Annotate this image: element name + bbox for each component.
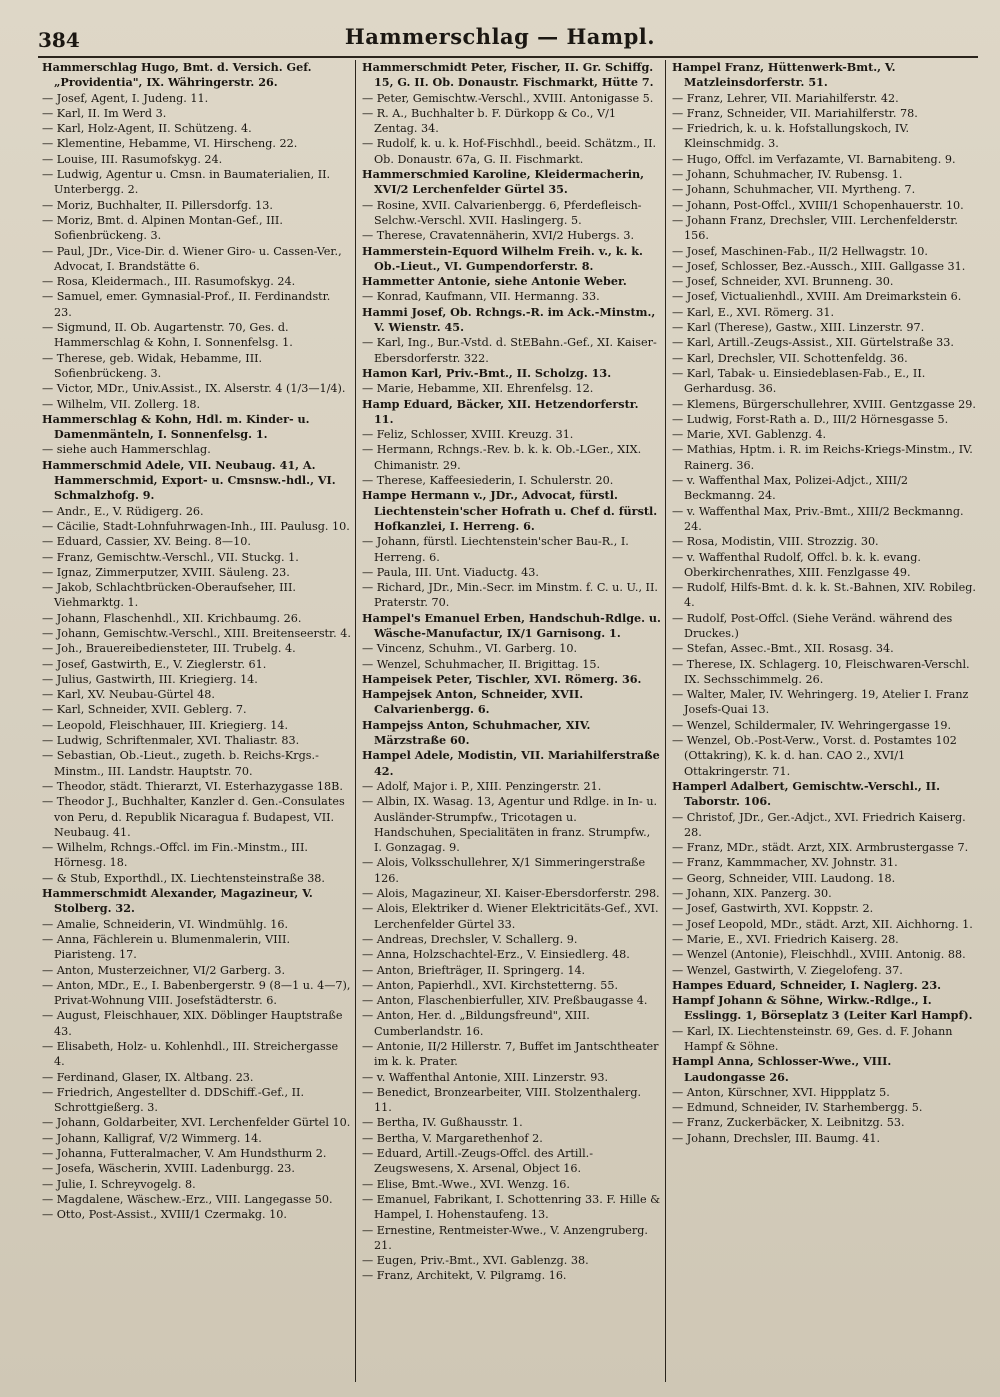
directory-entry: — August, Fleischhauer, XIX. Döblinger Hauptstraße 43.: [42, 1009, 343, 1038]
directory-entry: — R. A., Buchhalter b. F. Dürkopp & Co., V/1 Zentag. 34.: [362, 106, 616, 136]
directory-entry: — Karl, Ing., Bur.-Vstd. d. StEBahn.-Gef., XI. Kaiser-Ebersdorferstr. 322.: [362, 336, 657, 365]
directory-entry: — Anna, Holzschachtel-Erz., V. Einsiedlerg. 48.: [362, 948, 630, 962]
directory-entry: — Walter, Maler, IV. Wehringerg. 19, Atelier I. Franz Josefs-Quai 13.: [672, 688, 969, 717]
directory-entry: — Karl (Therese), Gastw., XIII. Linzerstr. 97.: [672, 321, 925, 335]
directory-entry: — Wenzel (Antonie), Fleischhdl., XVIII. Antonig. 88.: [672, 948, 966, 962]
directory-entry: — Anton, Briefträger, II. Springerg. 14.: [362, 963, 586, 977]
directory-entry: — Wenzel, Gastwirth, V. Ziegelofeng. 37.: [672, 963, 903, 977]
page-header: [0, 22, 1000, 56]
directory-entry-heading: Hammerschmid Adele, VII. Neubaug. 41, A. Hammerschmid, Export- u. Cmsnsw.-hdl., VI. Schmalzhofg. 9.: [42, 457, 336, 503]
directory-entry-heading: Hampejsek Anton, Schneider, XVII. Calvarienbergg. 6.: [362, 687, 584, 717]
directory-entry: — Moriz, Buchhalter, II. Pillersdorfg. 13.: [42, 198, 273, 212]
directory-entry: — Georg, Schneider, VIII. Laudong. 18.: [672, 871, 896, 885]
directory-entry: — Franz, Schneider, VII. Mariahilferstr. 78.: [672, 106, 918, 120]
directory-entry-heading: Hamon Karl, Priv.-Bmt., II. Scholzg. 13.: [362, 365, 612, 380]
directory-entry-heading: Hampel's Emanuel Erben, Handschuh-Rdlge. u. Wäsche-Manufactur, IX/1 Garnisong. 1.: [362, 610, 661, 640]
directory-entry: — Alois, Elektriker d. Wiener Elektricitäts-Gef., XVI. Lerchenfelder Gürtel 33.: [362, 902, 659, 931]
directory-entry: — Karl, Tabak- u. Einsiedeblasen-Fab., E., II. Gerhardusg. 36.: [672, 366, 926, 396]
directory-entry: — Feliz, Schlosser, XVIII. Kreuzg. 31.: [362, 428, 574, 442]
directory-entry-heading: Hampel Franz, Hüttenwerk-Bmt., V. Matzleinsdorferstr. 51.: [672, 60, 896, 90]
directory-entry: — Ernestine, Rentmeister-Wwe., V. Anzengruberg. 21.: [362, 1223, 648, 1252]
directory-entry: — Ludwig, Forst-Rath a. D., III/2 Hörnesgasse 5.: [672, 412, 949, 426]
directory-entry: — Josef, Maschinen-Fab., II/2 Hellwagstr. 10.: [672, 244, 928, 258]
directory-entry: — Paula, III. Unt. Viaductg. 43.: [362, 565, 539, 579]
header-rule: [38, 56, 978, 58]
directory-entry-heading: Hammerstein-Equord Wilhelm Freih. v., k. k. Ob.-Lieut., VI. Gumpendorferstr. 8.: [362, 243, 643, 273]
directory-entry: — Therese, Kaffeesiederin, I. Schulerstr. 20.: [362, 474, 614, 488]
directory-entry: — Josefa, Wäscherin, XVIII. Ladenburgg. 23.: [42, 1162, 295, 1176]
directory-entry: — Andreas, Drechsler, V. Schallerg. 9.: [362, 932, 578, 946]
directory-entry: — Stefan, Assec.-Bmt., XII. Rosasg. 34.: [672, 642, 894, 656]
directory-entry: — Johann, Schuhmacher, IV. Rubensg. 1.: [672, 168, 903, 182]
directory-entry-heading: Hammerschlag & Kohn, Hdl. m. Kinder- u. Damenmänteln, I. Sonnenfelsg. 1.: [42, 411, 310, 442]
directory-entry: — Amalie, Schneiderin, VI. Windmühlg. 16.: [42, 917, 289, 931]
directory-entry: — Moriz, Bmt. d. Alpinen Montan-Gef., III. Sofienbrückeng. 3.: [42, 213, 283, 243]
directory-entry: — Bertha, V. Margarethenhof 2.: [362, 1131, 543, 1145]
directory-entry: — Karl, Artill.-Zeugs-Assist., XII. Gürtelstraße 33.: [672, 336, 954, 350]
directory-entry: — Wenzel, Ob.-Post-Verw., Vorst. d. Postamtes 102 (Ottakring), K. k. d. han. CAO 2., XVI/1 Ottakringerstr. 71.: [672, 734, 957, 778]
directory-entry: — Karl, II. Im Werd 3.: [42, 106, 167, 120]
directory-entry: — siehe auch Hammerschlag.: [42, 443, 211, 457]
directory-entry: — Johann, Flaschenhdl., XII. Krichbaumg. 26.: [42, 611, 302, 625]
directory-entry: — v. Waffenthal Max, Priv.-Bmt., XIII/2 Beckmanng. 24.: [672, 504, 964, 533]
directory-entry: — Otto, Post-Assist., XVIII/1 Czermakg. 10.: [42, 1208, 287, 1222]
directory-entry: — Cäcilie, Stadt-Lohnfuhrwagen-Inh., III. Paulusg. 10.: [42, 519, 350, 533]
directory-entry: — Wenzel, Schuhmacher, II. Brigittag. 15.: [362, 657, 601, 671]
directory-entry: — Anton, Her. d. „Bildungsfreund", XIII. Cumberlandstr. 16.: [362, 1009, 590, 1038]
directory-entry-heading: Hampel Adele, Modistin, VII. Mariahilferstraße 42.: [362, 748, 660, 778]
directory-entry: — Johann, Drechsler, III. Baumg. 41.: [672, 1131, 881, 1145]
directory-entry: — Josef, Victualienhdl., XVIII. Am Dreimarkstein 6.: [672, 290, 962, 304]
directory-entry: — Elise, Bmt.-Wwe., XVI. Wenzg. 16.: [362, 1177, 570, 1191]
directory-entry-heading: Hampf Johann & Söhne, Wirkw.-Rdlge., I. Esslingg. 1, Börseplatz 3 (Leiter Karl Hampf).: [672, 993, 973, 1023]
directory-entry: — Konrad, Kaufmann, VII. Hermanng. 33.: [362, 290, 600, 304]
directory-entry: — Josef, Schneider, XVI. Brunneng. 30.: [672, 275, 894, 289]
directory-entry: — Wilhelm, Rchngs.-Offcl. im Fin.-Minstm., III. Hörnesg. 18.: [42, 841, 308, 870]
directory-entry: — Sigmund, II. Ob. Augartenstr. 70, Ges. d. Hammerschlag & Kohn, I. Sonnenfelsg. 1.: [42, 321, 293, 350]
directory-entry: — Alois, Magazineur, XI. Kaiser-Ebersdorferstr. 298.: [362, 887, 660, 901]
directory-entry: — v. Waffenthal Rudolf, Offcl. b. k. k. evang. Oberkirchenrathes, XIII. Fenzlgasse 49.: [672, 550, 921, 579]
directory-entry: — Leopold, Fleischhauer, III. Kriegierg. 14.: [42, 718, 289, 732]
directory-entry: — v. Waffenthal Max, Polizei-Adjct., XIII/2 Beckmanng. 24.: [672, 474, 908, 503]
directory-entry: — Christof, JDr., Ger.-Adjct., XVI. Friedrich Kaiserg. 28.: [672, 810, 966, 839]
directory-entry: — Ferdinand, Glaser, IX. Altbang. 23.: [42, 1070, 254, 1084]
directory-entry: — Ludwig, Schriftenmaler, XVI. Thaliastr. 83.: [42, 734, 300, 748]
directory-entry: — Victor, MDr., Univ.Assist., IX. Alserstr. 4 (1/3—1/4).: [42, 382, 346, 396]
directory-entry: — Johann, Gemischtw.-Verschl., XIII. Breitenseerstr. 4.: [42, 626, 351, 640]
directory-entry: — Magdalene, Wäschew.-Erz., VIII. Langegasse 50.: [42, 1192, 333, 1206]
column-3: [666, 60, 980, 1382]
directory-entry: — Antonie, II/2 Hillerstr. 7, Buffet im Jantschtheater im k. k. Prater.: [362, 1040, 659, 1069]
directory-entry: — Friedrich, Angestellter d. DDSchiff.-Gef., II. Schrottgießerg. 3.: [42, 1085, 304, 1115]
directory-entry: — Wilhelm, VII. Zollerg. 18.: [42, 397, 201, 411]
directory-entry: — Eduard, Cassier, XV. Being. 8—10.: [42, 535, 251, 549]
directory-entry: — & Stub, Exporthdl., IX. Liechtensteinstraße 38.: [42, 871, 325, 885]
directory-entry: — Anton, Flaschenbierfuller, XIV. Preßbaugasse 4.: [362, 994, 648, 1008]
directory-entry: — Vincenz, Schuhm., VI. Garberg. 10.: [362, 642, 578, 656]
directory-entry: — Johann, Goldarbeiter, XVI. Lerchenfelder Gürtel 10.: [42, 1116, 351, 1130]
directory-entry-heading: Hammerschmidt Alexander, Magazineur, V. Stolberg. 32.: [42, 886, 313, 916]
page-number: 384: [38, 28, 80, 52]
directory-entry: — Marie, E., XVI. Friedrich Kaiserg. 28.: [672, 932, 899, 946]
directory-entry-heading: Hampejss Anton, Schuhmacher, XIV. Märzstraße 60.: [362, 717, 591, 748]
directory-entry-heading: Hamperl Adalbert, Gemischtw.-Verschl., II. Taborstr. 106.: [672, 778, 941, 809]
directory-entry-heading: Hammetter Antonie, siehe Antonie Weber.: [362, 274, 627, 289]
directory-entry: — Rosa, Kleidermach., III. Rasumofskyg. 24.: [42, 275, 296, 289]
directory-entry: — Josef, Gastwirth, XVI. Koppstr. 2.: [672, 902, 874, 916]
directory-entry: — Karl, Holz-Agent, II. Schützeng. 4.: [42, 122, 252, 136]
directory-entry: — Richard, JDr., Min.-Secr. im Minstm. f. C. u. U., II. Praterstr. 70.: [362, 581, 658, 610]
directory-entry-heading: Hampe Hermann v., JDr., Advocat, fürstl. Liechtenstein'scher Hofrath u. Chef d. fürstl. Hofkanzlei, I. Herreng. 6.: [362, 488, 658, 533]
directory-entry: — Anton, MDr., E., I. Babenbergerstr. 9 (8—1 u. 4—7), Privat-Wohnung VIII. Josefstädterstr. 6.: [42, 978, 351, 1008]
directory-entry: — Klementine, Hebamme, VI. Hirscheng. 22.: [42, 137, 298, 151]
directory-entry: — Rosa, Modistin, VIII. Strozzig. 30.: [672, 535, 879, 549]
column-1: [38, 60, 356, 1382]
directory-entry: — Franz, Kammmacher, XV. Johnstr. 31.: [672, 856, 898, 870]
directory-entry: — Hermann, Rchngs.-Rev. b. k. k. Ob.-LGer., XIX. Chimanistr. 29.: [362, 443, 642, 472]
directory-entry: — Albin, IX. Wasag. 13, Agentur und Rdlge. in In- u. Ausländer-Strumpfw., Tricotagen u. Handschuhen, Specialitäten in franz. Strumpfw., I. Gonzagag. 9.: [362, 795, 658, 855]
directory-entry: — Mathias, Hptm. i. R. im Reichs-Kriegs-Minstm., IV. Rainerg. 36.: [672, 443, 973, 472]
directory-entry: — Karl, Schneider, XVII. Geblerg. 7.: [42, 703, 247, 717]
directory-entry: — Johann, Kalligraf, V/2 Wimmerg. 14.: [42, 1131, 262, 1145]
directory-entry: — Josef, Schlosser, Bez.-Aussch., XIII. Gallgasse 31.: [672, 259, 966, 273]
directory-entry: — Franz, Lehrer, VII. Mariahilferstr. 42.: [672, 91, 899, 105]
directory-entry: — Rudolf, Post-Offcl. (Siehe Veränd. während des Druckes.): [672, 611, 953, 640]
directory-entry: — Eugen, Priv.-Bmt., XVI. Gablenzg. 38.: [362, 1254, 589, 1268]
directory-entry: — Andr., E., V. Rüdigerg. 26.: [42, 504, 204, 518]
directory-entry: — Joh., Brauereibediensteter, III. Trubelg. 4.: [42, 642, 296, 656]
directory-entry-heading: Hammi Josef, Ob. Rchngs.-R. im Ack.-Minstm., V. Wienstr. 45.: [362, 304, 656, 335]
directory-entry: — Ignaz, Zimmerputzer, XVIII. Säuleng. 23.: [42, 565, 290, 579]
directory-entry: — Karl, Drechsler, VII. Schottenfeldg. 36.: [672, 351, 908, 365]
directory-entry: — Josef, Gastwirth, E., V. Zieglerstr. 61.: [42, 657, 267, 671]
directory-entry: — Josef, Agent, I. Judeng. 11.: [42, 91, 209, 105]
directory-entry: — Rosine, XVII. Calvarienbergg. 6, Pferdefleisch-Selchw.-Verschl. XVII. Haslingerg. 5.: [362, 198, 642, 227]
directory-entry: — Johanna, Futteralmacher, V. Am Hundsthurm 2.: [42, 1147, 327, 1161]
directory-entry: — Anton, Papierhdl., XVI. Kirchstetterng. 55.: [362, 978, 619, 992]
directory-entry: — Theodor, städt. Thierarzt, VI. Esterhazygasse 18B.: [42, 779, 343, 793]
directory-entry: — Franz, Gemischtw.-Verschl., VII. Stuckg. 1.: [42, 550, 299, 564]
running-head: Hammerschlag — Hampl.: [344, 24, 656, 49]
directory-entry: — Franz, MDr., städt. Arzt, XIX. Armbrustergasse 7.: [672, 841, 969, 855]
directory-entry: — Sebastian, Ob.-Lieut., zugeth. b. Reichs-Krgs.-Minstm., III. Landstr. Hauptstr. 70.: [42, 749, 319, 778]
directory-entry-heading: Hammerschlag Hugo, Bmt. d. Versich. Gef. „Providentia", IX. Währingerstr. 26.: [42, 60, 312, 90]
directory-entry: — Jakob, Schlachtbrücken-Oberaufseher, III. Viehmarktg. 1.: [42, 581, 296, 610]
directory-entry: — Edmund, Schneider, IV. Starhembergg. 5.: [672, 1101, 923, 1115]
directory-entry: — Karl, IX. Liechtensteinstr. 69, Ges. d. F. Johann Hampf & Söhne.: [672, 1024, 953, 1053]
directory-entry: — Franz, Zuckerbäcker, X. Leibnitzg. 53.: [672, 1116, 905, 1130]
directory-entry: — Rudolf, k. u. k. Hof-Fischhdl., beeid. Schätzm., II. Ob. Donaustr. 67a, G. II. Fischmarkt.: [362, 137, 657, 166]
column-2: [356, 60, 666, 1382]
directory-entry: — Eduard, Artill.-Zeugs-Offcl. des Artill.-Zeugswesens, X. Arsenal, Object 16.: [362, 1147, 593, 1176]
directory-entry-heading: Hamp Eduard, Bäcker, XII. Hetzendorferstr. 11.: [362, 396, 639, 426]
directory-entry: — Theodor J., Buchhalter, Kanzler d. Gen.-Consulates von Peru, d. Republik Nicaragua f. Budapest, VII. Neubaug. 41.: [42, 795, 345, 839]
directory-entry: — Johann, Schuhmacher, VII. Myrtheng. 7.: [672, 183, 916, 197]
directory-entry: — Johann Franz, Drechsler, VIII. Lerchenfelderstr. 156.: [672, 213, 958, 243]
directory-entry-heading: Hampes Eduard, Schneider, I. Naglerg. 23.: [672, 977, 942, 992]
directory-entry: — Benedict, Bronzearbeiter, VIII. Stolzenthalerg. 11.: [362, 1085, 642, 1115]
directory-entry: — Friedrich, k. u. k. Hofstallungskoch, IV. Kleinschmidg. 3.: [672, 122, 910, 151]
directory-entry: — Julie, I. Schreyvogelg. 8.: [42, 1177, 196, 1191]
directory-entry: — Emanuel, Fabrikant, I. Schottenring 33. F. Hille & Hampel, I. Hohenstaufeng. 13.: [362, 1192, 661, 1222]
directory-entry: — Ludwig, Agentur u. Cmsn. in Baumaterialien, II. Unterbergg. 2.: [42, 168, 331, 197]
directory-entry: — Samuel, emer. Gymnasial-Prof., II. Ferdinandstr. 23.: [42, 290, 331, 319]
directory-entry: — Adolf, Major i. P., XIII. Penzingerstr. 21.: [362, 779, 602, 793]
directory-entry: — Therese, IX. Schlagerg. 10, Fleischwaren-Verschl. IX. Sechsschimmelg. 26.: [672, 657, 970, 686]
directory-entry: — Rudolf, Hilfs-Bmt. d. k. k. St.-Bahnen, XIV. Robileg. 4.: [672, 581, 976, 610]
directory-entry: — Louise, III. Rasumofskyg. 24.: [42, 152, 223, 166]
directory-entry-heading: Hammerschmied Karoline, Kleidermacherin, XVI/2 Lerchenfelder Gürtel 35.: [362, 167, 645, 197]
directory-entry: — Alois, Volksschullehrer, X/1 Simmeringerstraße 126.: [362, 856, 646, 885]
directory-entry: — Johann, fürstl. Liechtenstein'scher Bau-R., I. Herreng. 6.: [362, 535, 629, 564]
directory-entry-heading: Hampl Anna, Schlosser-Wwe., VIII. Laudongasse 26.: [672, 1054, 892, 1084]
directory-entry: — Therese, Cravatennäherin, XVI/2 Hubergs. 3.: [362, 229, 634, 243]
directory-entry: — Wenzel, Schildermaler, IV. Wehringergasse 19.: [672, 718, 952, 732]
directory-entry: — Johann, XIX. Panzerg. 30.: [672, 887, 832, 901]
directory-entry: — Hugo, Offcl. im Verfazamte, VI. Barnabiteng. 9.: [672, 152, 956, 166]
directory-entry: — Anna, Fächlerein u. Blumenmalerin, VIII. Piaristeng. 17.: [42, 932, 291, 962]
directory-entry: — Karl, XV. Neubau-Gürtel 48.: [42, 688, 215, 702]
directory-entry: — Peter, Gemischtw.-Verschl., XVIII. Antonigasse 5.: [362, 91, 654, 105]
directory-entry: — Therese, geb. Widak, Hebamme, III. Sofienbrückeng. 3.: [42, 351, 263, 380]
directory-entry: — Anton, Kürschner, XVI. Hippplatz 5.: [672, 1085, 890, 1099]
directory-entry: — Franz, Architekt, V. Pilgramg. 16.: [362, 1269, 567, 1283]
directory-entry: — Karl, E., XVI. Römerg. 31.: [672, 305, 835, 319]
directory-entry: — Johann, Post-Offcl., XVIII/1 Schopenhauerstr. 10.: [672, 198, 964, 212]
directory-entry: — v. Waffenthal Antonie, XIII. Linzerstr. 93.: [362, 1070, 609, 1084]
columns: [38, 60, 980, 1382]
directory-entry: — Elisabeth, Holz- u. Kohlenhdl., III. Streichergasse 4.: [42, 1040, 339, 1069]
directory-entry: — Marie, XVI. Gablenzg. 4.: [672, 428, 827, 442]
directory-entry-heading: Hammerschmidt Peter, Fischer, II. Gr. Schiffg. 15, G. II. Ob. Donaustr. Fischmarkt, Hütte 7.: [362, 60, 654, 90]
directory-entry: — Paul, JDr., Vice-Dir. d. Wiener Giro- u. Cassen-Ver., Advocat, I. Brandstätte 6.: [42, 244, 342, 273]
directory-entry-heading: Hampeisek Peter, Tischler, XVI. Römerg. 36.: [362, 671, 642, 686]
directory-entry: — Bertha, IV. Gußhausstr. 1.: [362, 1116, 523, 1130]
directory-entry: — Julius, Gastwirth, III. Kriegierg. 14.: [42, 672, 258, 686]
directory-entry: — Anton, Musterzeichner, VI/2 Garberg. 3.: [42, 963, 286, 977]
directory-entry: — Marie, Hebamme, XII. Ehrenfelsg. 12.: [362, 382, 594, 396]
directory-entry: — Josef Leopold, MDr., städt. Arzt, XII. Aichhorng. 1.: [672, 917, 973, 931]
directory-entry: — Klemens, Bürgerschullehrer, XVIII. Gentzgasse 29.: [672, 397, 976, 411]
